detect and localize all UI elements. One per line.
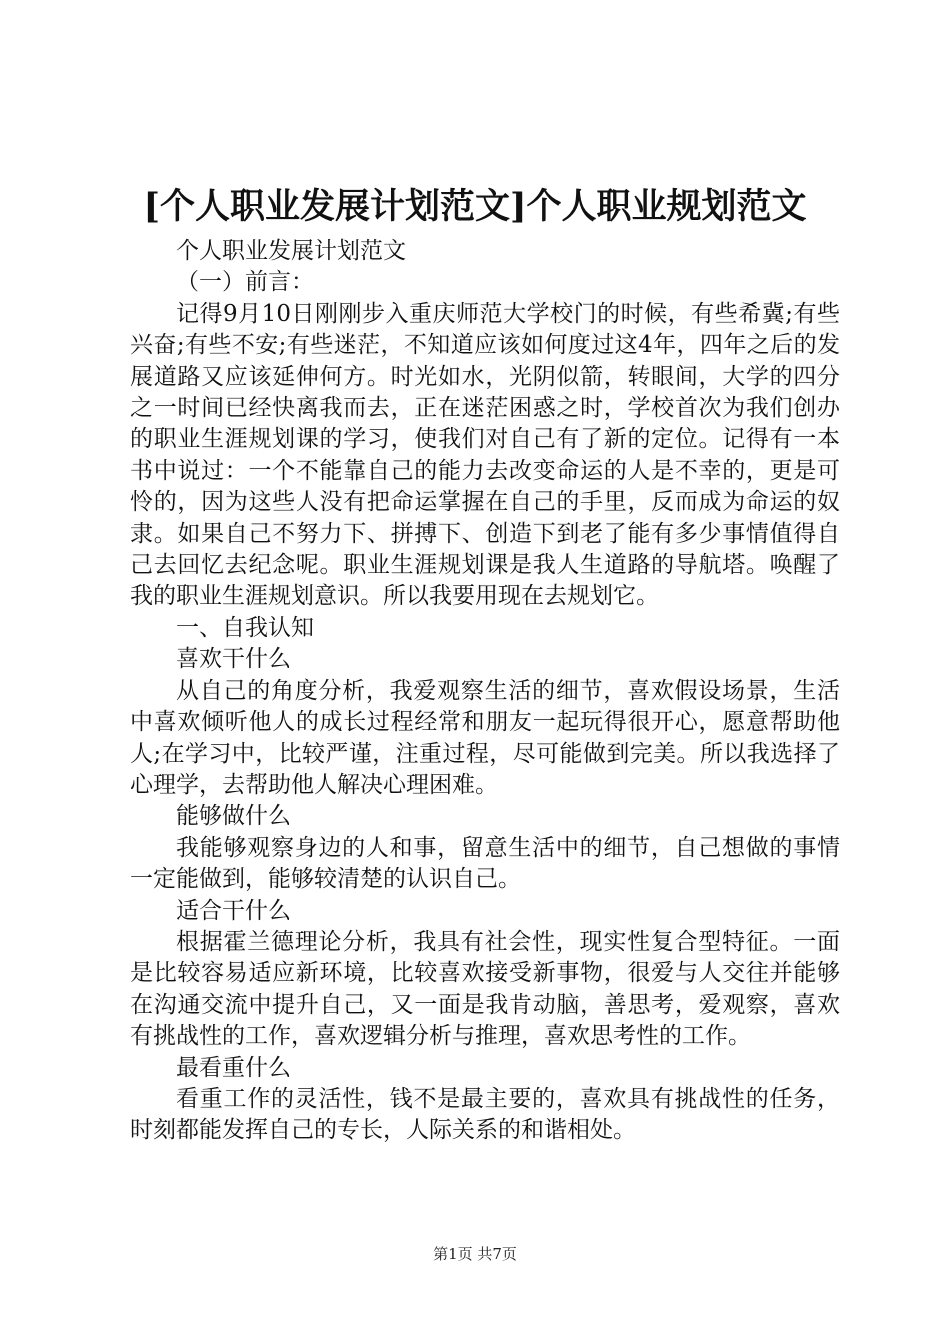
- subheading-suitability: 适合干什么: [176, 897, 291, 924]
- likes-paragraph: 从自己的角度分析，我爱观察生活的细节，喜欢假设场景，生活中喜欢倾听他人的成长过程经常和朋友一起玩得很开心，愿意帮助他人;在学习中，比较严谨，注重过程，尽可能做到完美。所以我选择了心理学，去帮助他人解决心理困难。: [130, 677, 840, 798]
- suitability-paragraph: 根据霍兰德理论分析，我具有社会性，现实性复合型特征。一面是比较容易适应新环境，比较喜欢接受新事物，很爱与人交往并能够在沟通交流中提升自己，又一面是我肯动脑，善思考，爱观察，喜欢有挑战性的工作，喜欢逻辑分析与推理，喜欢思考性的工作。: [130, 928, 840, 1050]
- document-title: [个人职业发展计划范文]个人职业规划范文: [143, 186, 807, 227]
- preface-paragraph: 记得9月10日刚刚步入重庆师范大学校门的时候，有些希冀;有些兴奋;有些不安;有些迷茫，不知道应该如何度过这4年，四年之后的发展道路又应该延伸何方。时光如水，光阴似箭，转眼间，大学的四分之一时间已经快离我而去，正在迷茫困惑之时，学校首次为我们创办的职业生涯规划课的学习，使我们对自己有了新的定位。记得有一本书中说过：一个不能靠自己的能力去改变命运的人是不幸的，更是可怜的，因为这些人没有把命运掌握在自己的手里，反而成为命运的奴隶。如果自己不努力下、拼搏下、创造下到老了能有多少事情值得自己去回忆去纪念呢。职业生涯规划课是我人生道路的导航塔。唤醒了我的职业生涯规划意识。所以我要用现在去规划它。: [130, 300, 840, 610]
- subheading-abilities: 能够做什么: [176, 803, 291, 830]
- subtitle-paragraph: 个人职业发展计划范文: [176, 238, 406, 264]
- preface-heading: （一）前言：: [176, 269, 314, 296]
- section-heading-self-awareness: 一、自我认知: [176, 614, 314, 641]
- document-body: [130, 236, 840, 1147]
- values-paragraph: 看重工作的灵活性，钱不是最主要的，喜欢具有挑战性的任务，时刻都能发挥自己的专长，人际关系的和谐相处。: [130, 1085, 840, 1144]
- abilities-paragraph: 我能够观察身边的人和事，留意生活中的细节，自己想做的事情一定能做到，能够较清楚的认识自己。: [130, 834, 840, 893]
- subheading-likes: 喜欢干什么: [176, 646, 291, 673]
- page-footer: 第1页 共7页: [433, 1245, 517, 1263]
- subheading-values: 最看重什么: [176, 1054, 291, 1081]
